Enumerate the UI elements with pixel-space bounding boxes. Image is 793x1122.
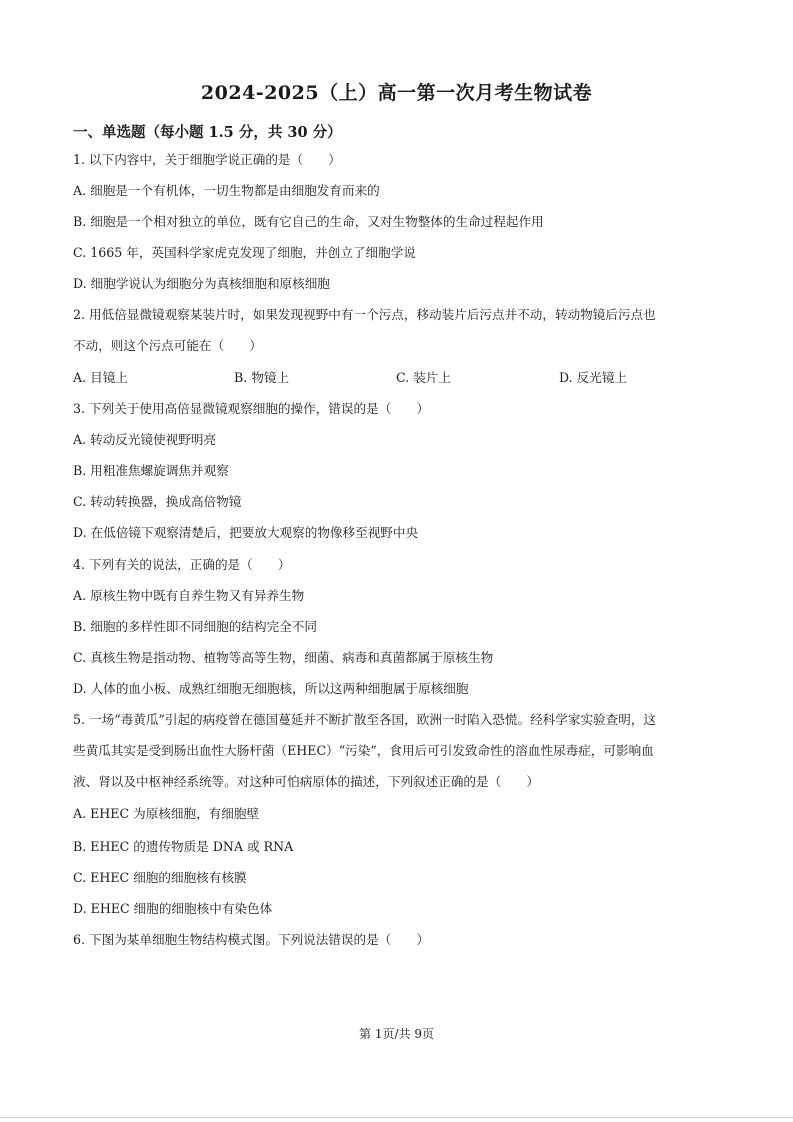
question-2-option-b: B. 物镜上: [234, 370, 290, 385]
question-5-option-d: D. EHEC 细胞的细胞核中有染色体: [73, 901, 273, 916]
question-4-option-d: D. 人体的血小板、成熟红细胞无细胞核，所以这两种细胞属于原核细胞: [73, 681, 469, 696]
question-1-option-a: A. 细胞是一个有机体，一切生物都是由细胞发育而来的: [73, 183, 380, 198]
question-2-option-d: D. 反光镜上: [559, 370, 628, 385]
question-4-stem: 4. 下列有关的说法，正确的是（ ）: [73, 557, 291, 572]
page-title: 2024-2025（上）高一第一次月考生物试卷: [200, 82, 593, 104]
question-3-option-a: A. 转动反光镜使视野明亮: [73, 432, 217, 447]
question-6-stem: 6. 下图为某单细胞生物结构模式图。下列说法错误的是（ ）: [73, 932, 430, 947]
question-2-stem-line-2: 不动，则这个污点可能在（ ）: [73, 338, 262, 353]
question-1-option-c: C. 1665 年，英国科学家虎克发现了细胞，并创立了细胞学说: [73, 245, 416, 260]
question-4-option-a: A. 原核生物中既有自养生物又有异养生物: [73, 588, 305, 603]
question-5-option-b: B. EHEC 的遗传物质是 DNA 或 RNA: [73, 839, 294, 854]
question-5-option-a: A. EHEC 为原核细胞，有细胞壁: [73, 806, 260, 821]
question-4-option-b: B. 细胞的多样性即不同细胞的结构完全不同: [73, 619, 317, 634]
question-5-stem-line-2: 些黄瓜其实是受到肠出血性大肠杆菌（EHEC）“污染”，食用后可引发致命性的溶血性尿毒症，可影响血: [73, 743, 654, 758]
question-3-option-b: B. 用粗准焦螺旋调焦并观察: [73, 463, 229, 478]
question-3-option-d: D. 在低倍镜下观察清楚后，把要放大观察的物像移至视野中央: [73, 525, 419, 540]
question-2-option-a: A. 目镜上: [73, 370, 128, 385]
page-bottom-divider: [0, 1117, 793, 1118]
question-5-stem-line-3: 液、肾以及中枢神经系统等。对这种可怕病原体的描述，下列叙述正确的是（ ）: [73, 774, 539, 789]
question-4-option-c: C. 真核生物是指动物、植物等高等生物，细菌、病毒和真菌都属于原核生物: [73, 650, 494, 665]
question-3-stem: 3. 下列关于使用高倍显微镜观察细胞的操作，错误的是（ ）: [73, 401, 430, 416]
question-5-option-c: C. EHEC 细胞的细胞核有核膜: [73, 870, 247, 885]
question-5-stem-line-1: 5. 一场“毒黄瓜”引起的病疫曾在德国蔓延并不断扩散至各国，欧洲一时陷入恐慌。经科学家实验查明，这: [73, 712, 657, 727]
question-2-option-c: C. 装片上: [396, 370, 451, 385]
question-1-stem: 1. 以下内容中，关于细胞学说正确的是（ ）: [73, 152, 341, 167]
question-2-options: [73, 369, 723, 387]
page-number-footer: 第 1页/共 9页: [359, 1027, 434, 1041]
question-1-option-b: B. 细胞是一个相对独立的单位，既有它自己的生命，又对生物整体的生命过程起作用: [73, 214, 544, 229]
question-3-option-c: C. 转动转换器，换成高倍物镜: [73, 494, 242, 509]
question-2-stem-line-1: 2. 用低倍显微镜观察某装片时，如果发现视野中有一个污点，移动装片后污点并不动，转动物镜后污点也: [73, 307, 656, 322]
question-1-option-d: D. 细胞学说认为细胞分为真核细胞和原核细胞: [73, 276, 330, 291]
section-heading: 一、单选题（每小题 1.5 分，共 30 分）: [73, 124, 342, 141]
